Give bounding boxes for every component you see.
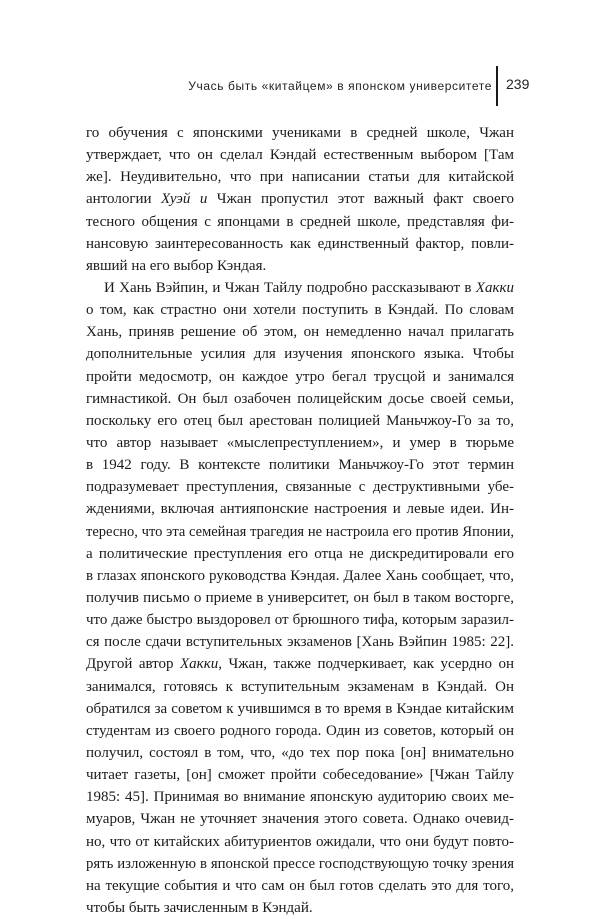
text-line: И Хань Вэйпин, и Чжан Тайлу подробно рассказывают в Хакки (104, 279, 514, 296)
page-number: 239 (506, 76, 530, 92)
text-line: ся после сдачи вступительных экзаменов [Хань Вэйпин 1985: 22]. (86, 634, 514, 651)
text-line: явший на его выбор Кэндая. (86, 257, 267, 274)
text-line: в 1942 году. В контексте политики Маньчжоу-Го этот термин (86, 457, 514, 474)
text-line: го обучения с японскими учениками в средней школе, Чжан (86, 125, 514, 141)
text-line: Другой автор Хакки, Чжан, также подчеркивает, как усердно он (86, 656, 514, 673)
text-line: тересно, что эта семейная трагедия не настроила его против Японии, (86, 523, 514, 540)
header-divider (496, 66, 498, 106)
running-title: Учась быть «китайцем» в японском университете (188, 79, 492, 93)
running-header (0, 66, 600, 106)
text-line: нансовую заинтересованность как единственный фактор, повли- (86, 235, 514, 252)
text-line: занимался, готовясь к вступительным экзаменам в Кэндай. Он (86, 678, 514, 695)
text-line: муаров, Чжан не уточняет значения этого совета. Однако очевид- (86, 811, 514, 828)
text-line: подразумевает преступления, связанные с деструктивными убе- (86, 479, 514, 496)
text-line: что автор называет «мыслепреступлением», и умер в тюрьме (86, 434, 514, 451)
text-line: пройти медосмотр, он каждое утро бегал трусцой и занимался (86, 368, 514, 385)
text-line: читает газеты, [он] сможет пройти собеседование» [Чжан Тайлу (86, 767, 514, 784)
text-line: студентам из своего родного города. Один из советов, который он (86, 722, 514, 739)
text-line: в глазах японского руководства Кэндая. Далее Хань сообщает, что, (86, 567, 514, 584)
text-line: получил, состоял в том, что, «до тех пор пока [он] внимательно (86, 744, 514, 761)
text-line: ждениями, включая антияпонские настроения и левые идеи. Ин- (86, 501, 514, 518)
text-line: дополнительные усилия для изучения японского языка. Чтобы (86, 346, 514, 363)
text-line: же]. Неудивительно, что при написании статьи для китайской (86, 169, 514, 186)
text-line: но, что от китайских абитуриентов ожидали, что они будут повто- (86, 833, 514, 850)
text-line: чтобы быть зачисленным в Кэндай. (86, 899, 313, 916)
text-line: что даже быстро выздоровел от брюшного тифа, которым заразил- (86, 612, 514, 629)
text-line: а политические преступления его отца не дискредитировали его (86, 545, 514, 562)
paragraph-2 (86, 277, 514, 919)
text-line: о том, как страстно они хотели поступить в Кэндай. По словам (86, 302, 514, 319)
text-line: антологии Хуэй и Чжан пропустил этот важный факт своего (86, 191, 514, 208)
text-line: утверждает, что он сделал Кэндай естественным выбором [Там (86, 147, 514, 164)
text-line: получив письмо о приеме в университет, он был в таком восторге, (86, 589, 514, 606)
paragraph-1 (86, 122, 514, 277)
text-line: 1985: 45]. Принимая во внимание японскую аудиторию своих ме- (86, 789, 514, 806)
text-line: рять изложенную в японской прессе господствующую точку зрения (86, 855, 514, 872)
text-line: тесного общения с японцами в средней школе, представляя фи- (86, 213, 514, 230)
text-line: поскольку его отец был арестован полицией Маньчжоу-Го за то, (86, 412, 514, 429)
text-line: Хань, приняв решение об этом, он немедленно начал прилагать (86, 324, 514, 341)
body-text (86, 122, 514, 919)
text-line: гимнастикой. Он был озабочен полицейским досье своей семьи, (86, 390, 514, 407)
text-line: обратился за советом к учившимся в то время в Кэндае китайским (86, 700, 514, 717)
text-line: на текущие события и что сам он был готов сделать это для того, (86, 877, 514, 894)
